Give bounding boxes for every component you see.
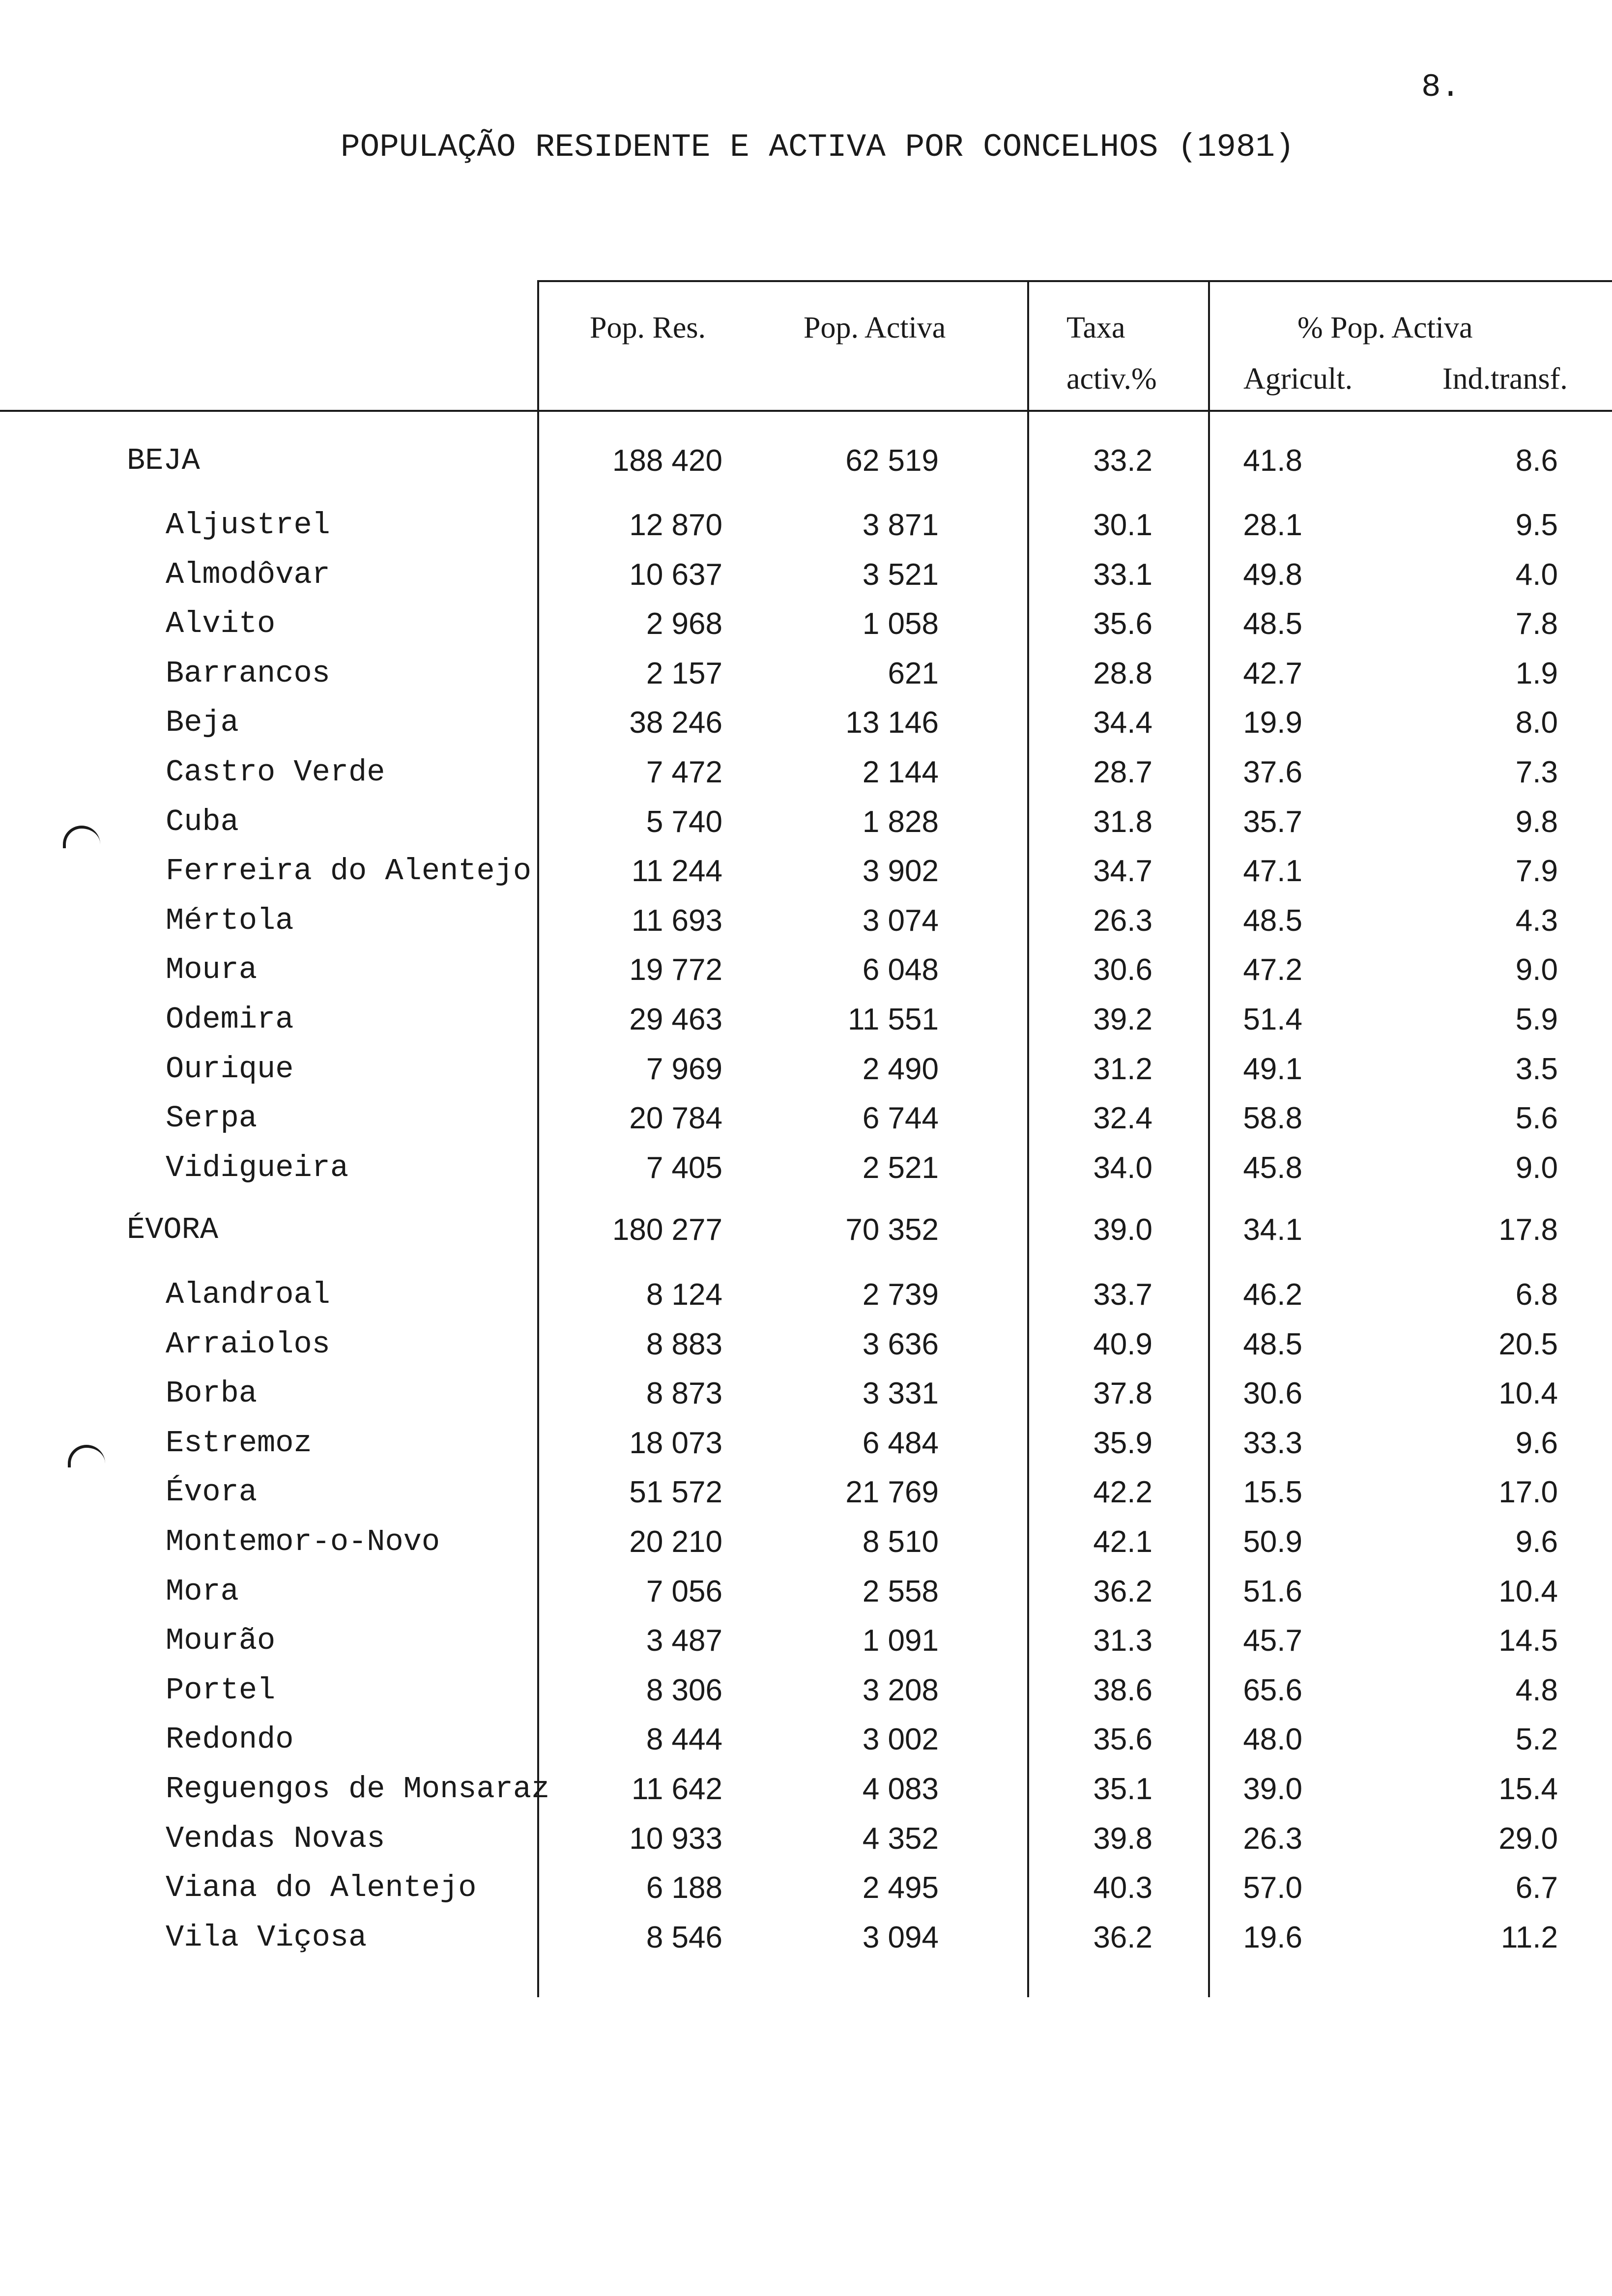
table-row <box>0 899 1612 943</box>
cell-taxa: 32.4 <box>1093 1101 1152 1136</box>
table-row <box>0 750 1612 795</box>
page-title: POPULAÇÃO RESIDENTE E ACTIVA POR CONCELHOS (1981) <box>341 129 1295 166</box>
cell-taxa: 39.2 <box>1093 1003 1152 1036</box>
cell-pop-activa: 1 058 <box>862 607 939 641</box>
cell-taxa: 40.9 <box>1093 1327 1152 1361</box>
table-row <box>0 1866 1612 1910</box>
cell-agricult: 26.3 <box>1243 1821 1302 1856</box>
concelho-name: Ourique <box>166 1051 294 1087</box>
cell-agricult: 50.9 <box>1243 1525 1302 1559</box>
cell-pop-activa: 6 048 <box>862 953 939 987</box>
header-taxa: Taxa <box>1066 311 1125 344</box>
concelho-name: Vendas Novas <box>166 1821 385 1856</box>
header-ind-transf: Ind.transf. <box>1442 362 1568 396</box>
cell-taxa: 42.2 <box>1093 1475 1152 1510</box>
cell-ind-transf: 7.3 <box>1515 755 1558 789</box>
table-row <box>0 1767 1612 1811</box>
cell-ind-transf: 9.6 <box>1515 1525 1558 1559</box>
group-name: BEJA <box>127 443 200 478</box>
cell-taxa: 38.6 <box>1093 1673 1152 1707</box>
cell-taxa: 26.3 <box>1093 903 1152 938</box>
cell-pop-res: 188 420 <box>612 444 722 478</box>
cell-pop-activa: 3 636 <box>862 1327 939 1361</box>
cell-pop-activa: 2 521 <box>862 1150 939 1185</box>
cell-agricult: 48.0 <box>1243 1722 1302 1757</box>
header-pct-pop-activa: % Pop. Activa <box>1297 311 1473 344</box>
cell-pop-activa: 1 828 <box>862 804 939 839</box>
cell-agricult: 34.1 <box>1243 1213 1302 1247</box>
cell-ind-transf: 17.8 <box>1498 1213 1558 1247</box>
cell-pop-activa: 6 484 <box>862 1426 939 1460</box>
cell-pop-res: 38 246 <box>629 706 722 740</box>
cell-agricult: 49.8 <box>1243 557 1302 592</box>
cell-pop-activa: 2 144 <box>862 755 939 789</box>
cell-pop-res: 7 969 <box>646 1052 722 1086</box>
concelho-name: Moura <box>166 952 258 988</box>
cell-pop-res: 6 188 <box>646 1871 722 1905</box>
concelho-name: Viana do Alentejo <box>166 1870 477 1906</box>
cell-agricult: 58.8 <box>1243 1101 1302 1136</box>
cell-ind-transf: 9.5 <box>1515 508 1558 542</box>
cell-pop-res: 18 073 <box>629 1426 722 1460</box>
cell-taxa: 33.7 <box>1093 1278 1152 1312</box>
cell-agricult: 57.0 <box>1243 1871 1302 1905</box>
cell-pop-activa: 3 521 <box>862 557 939 592</box>
cell-agricult: 15.5 <box>1243 1475 1302 1510</box>
cell-ind-transf: 29.0 <box>1498 1821 1558 1856</box>
table-row <box>0 553 1612 597</box>
cell-pop-res: 10 637 <box>629 557 722 592</box>
cell-agricult: 48.5 <box>1243 607 1302 641</box>
cell-taxa: 30.6 <box>1093 953 1152 987</box>
cell-agricult: 48.5 <box>1243 1327 1302 1361</box>
header-pop-activa: Pop. Activa <box>804 311 946 344</box>
cell-ind-transf: 15.4 <box>1498 1772 1558 1806</box>
cell-pop-activa: 3 871 <box>862 508 939 542</box>
cell-pop-activa: 2 495 <box>862 1871 939 1905</box>
concelho-name: Arraiolos <box>166 1326 330 1362</box>
table-row <box>0 1146 1612 1190</box>
concelho-name: Alandroal <box>166 1277 330 1312</box>
cell-pop-res: 8 124 <box>646 1278 722 1312</box>
concelho-name: Beja <box>166 705 239 741</box>
cell-taxa: 37.8 <box>1093 1377 1152 1411</box>
table-row <box>0 1421 1612 1465</box>
cell-ind-transf: 8.0 <box>1515 706 1558 740</box>
cell-pop-activa: 3 208 <box>862 1673 939 1707</box>
table-row <box>0 1470 1612 1515</box>
cell-agricult: 19.6 <box>1243 1920 1302 1954</box>
cell-pop-activa: 3 094 <box>862 1920 939 1954</box>
table-row <box>0 1916 1612 1960</box>
cell-pop-activa: 4 083 <box>862 1772 939 1806</box>
concelho-name: Vidigueira <box>166 1150 349 1185</box>
cell-agricult: 41.8 <box>1243 444 1302 478</box>
cell-ind-transf: 9.6 <box>1515 1426 1558 1460</box>
concelho-name: Mourão <box>166 1623 276 1659</box>
cell-agricult: 49.1 <box>1243 1052 1302 1086</box>
table-row <box>0 1570 1612 1614</box>
cell-ind-transf: 5.2 <box>1515 1722 1558 1757</box>
cell-agricult: 65.6 <box>1243 1673 1302 1707</box>
cell-taxa: 35.6 <box>1093 607 1152 641</box>
cell-taxa: 34.0 <box>1093 1150 1152 1185</box>
cell-taxa: 28.8 <box>1093 656 1152 690</box>
cell-ind-transf: 5.9 <box>1515 1003 1558 1036</box>
cell-ind-transf: 3.5 <box>1515 1052 1558 1086</box>
cell-agricult: 35.7 <box>1243 804 1302 839</box>
cell-agricult: 37.6 <box>1243 755 1302 789</box>
cell-agricult: 47.2 <box>1243 953 1302 987</box>
cell-ind-transf: 6.8 <box>1515 1278 1558 1312</box>
concelho-name: Alvito <box>166 606 276 642</box>
cell-pop-res: 8 306 <box>646 1673 722 1707</box>
concelho-name: Ferreira do Alentejo <box>166 854 532 889</box>
cell-pop-res: 180 277 <box>612 1213 722 1247</box>
cell-agricult: 33.3 <box>1243 1426 1302 1460</box>
concelho-name: Serpa <box>166 1101 258 1136</box>
table-row <box>0 1619 1612 1663</box>
cell-pop-res: 20 210 <box>629 1525 722 1559</box>
concelho-name: Estremoz <box>166 1425 312 1461</box>
cell-pop-res: 10 933 <box>629 1821 722 1856</box>
cell-agricult: 51.6 <box>1243 1574 1302 1608</box>
cell-agricult: 19.9 <box>1243 706 1302 740</box>
cell-taxa: 31.8 <box>1093 804 1152 839</box>
table-row <box>0 849 1612 893</box>
cell-agricult: 45.7 <box>1243 1624 1302 1658</box>
concelho-name: Cuba <box>166 804 239 839</box>
table-row <box>0 1322 1612 1367</box>
header-pop-res: Pop. Res. <box>590 311 706 344</box>
cell-taxa: 34.4 <box>1093 706 1152 740</box>
cell-pop-activa: 3 902 <box>862 854 939 889</box>
cell-pop-activa: 2 558 <box>862 1574 939 1608</box>
cell-agricult: 46.2 <box>1243 1278 1302 1312</box>
cell-taxa: 33.1 <box>1093 557 1152 592</box>
table-group-row <box>0 1208 1612 1252</box>
cell-taxa: 35.9 <box>1093 1426 1152 1460</box>
table-row <box>0 1273 1612 1317</box>
concelho-name: Évora <box>166 1475 258 1510</box>
table-row <box>0 503 1612 547</box>
cell-taxa: 33.2 <box>1093 444 1152 478</box>
cell-agricult: 51.4 <box>1243 1003 1302 1036</box>
cell-ind-transf: 1.9 <box>1515 656 1558 690</box>
concelho-name: Mora <box>166 1574 239 1609</box>
cell-pop-activa: 3 074 <box>862 903 939 938</box>
cell-pop-res: 8 883 <box>646 1327 722 1361</box>
table-row <box>0 1047 1612 1091</box>
cell-pop-activa: 3 331 <box>862 1377 939 1411</box>
header-activ: activ.% <box>1066 362 1157 396</box>
cell-taxa: 31.3 <box>1093 1624 1152 1658</box>
cell-ind-transf: 5.6 <box>1515 1101 1558 1136</box>
cell-taxa: 28.7 <box>1093 755 1152 789</box>
table-row <box>0 602 1612 646</box>
table-rule-top <box>537 280 1612 282</box>
cell-agricult: 30.6 <box>1243 1377 1302 1411</box>
cell-ind-transf: 4.3 <box>1515 903 1558 938</box>
cell-pop-activa: 6 744 <box>862 1101 939 1136</box>
cell-taxa: 35.1 <box>1093 1772 1152 1806</box>
cell-pop-res: 12 870 <box>629 508 722 542</box>
cell-pop-activa: 4 352 <box>862 1821 939 1856</box>
cell-ind-transf: 4.0 <box>1515 557 1558 592</box>
concelho-name: Vila Viçosa <box>166 1920 367 1955</box>
table-rule-header <box>0 410 1612 412</box>
cell-pop-activa: 70 352 <box>845 1213 939 1247</box>
cell-ind-transf: 6.7 <box>1515 1871 1558 1905</box>
table-row <box>0 1096 1612 1141</box>
cell-ind-transf: 17.0 <box>1498 1475 1558 1510</box>
cell-taxa: 34.7 <box>1093 854 1152 889</box>
cell-pop-activa: 13 146 <box>845 706 939 740</box>
table-row <box>0 998 1612 1042</box>
cell-pop-res: 3 487 <box>646 1624 722 1658</box>
table-row <box>0 800 1612 844</box>
cell-taxa: 36.2 <box>1093 1574 1152 1608</box>
cell-pop-activa: 3 002 <box>862 1722 939 1757</box>
table-row <box>0 1817 1612 1861</box>
cell-pop-activa: 2 490 <box>862 1052 939 1086</box>
cell-ind-transf: 7.8 <box>1515 607 1558 641</box>
cell-pop-activa: 8 510 <box>862 1525 939 1559</box>
cell-ind-transf: 10.4 <box>1498 1377 1558 1411</box>
concelho-name: Portel <box>166 1672 276 1708</box>
cell-ind-transf: 7.9 <box>1515 854 1558 889</box>
cell-taxa: 30.1 <box>1093 508 1152 542</box>
cell-taxa: 39.0 <box>1093 1213 1152 1247</box>
cell-ind-transf: 11.2 <box>1500 1920 1558 1954</box>
cell-taxa: 40.3 <box>1093 1871 1152 1905</box>
cell-pop-res: 11 244 <box>631 854 722 889</box>
cell-pop-res: 51 572 <box>629 1475 722 1510</box>
cell-pop-res: 2 157 <box>646 656 722 690</box>
cell-ind-transf: 9.0 <box>1515 953 1558 987</box>
cell-ind-transf: 4.8 <box>1515 1673 1558 1707</box>
concelho-name: Montemor-o-Novo <box>166 1524 440 1559</box>
cell-pop-res: 19 772 <box>629 953 722 987</box>
cell-taxa: 39.8 <box>1093 1821 1152 1856</box>
concelho-name: Aljustrel <box>166 508 330 543</box>
cell-pop-res: 2 968 <box>646 607 722 641</box>
cell-taxa: 42.1 <box>1093 1525 1152 1559</box>
table-row <box>0 1372 1612 1416</box>
table-row <box>0 701 1612 745</box>
cell-agricult: 48.5 <box>1243 903 1302 938</box>
page-number: 8. <box>1421 69 1461 106</box>
cell-pop-activa: 62 519 <box>845 444 939 478</box>
cell-taxa: 31.2 <box>1093 1052 1152 1086</box>
concelho-name: Reguengos de Monsaraz <box>166 1772 550 1807</box>
cell-pop-res: 11 693 <box>631 903 722 938</box>
cell-agricult: 45.8 <box>1243 1150 1302 1185</box>
concelho-name: Borba <box>166 1376 258 1411</box>
cell-agricult: 39.0 <box>1243 1772 1302 1806</box>
concelho-name: Barrancos <box>166 656 330 691</box>
group-name: ÉVORA <box>127 1212 219 1247</box>
cell-ind-transf: 10.4 <box>1498 1574 1558 1608</box>
cell-pop-activa: 1 091 <box>862 1624 939 1658</box>
concelho-name: Redondo <box>166 1722 294 1757</box>
cell-pop-res: 8 546 <box>646 1920 722 1954</box>
cell-agricult: 28.1 <box>1243 508 1302 542</box>
table-row <box>0 1718 1612 1762</box>
cell-pop-res: 7 472 <box>646 755 722 789</box>
cell-pop-res: 20 784 <box>629 1101 722 1136</box>
cell-pop-activa: 11 551 <box>847 1003 939 1036</box>
cell-ind-transf: 14.5 <box>1498 1624 1558 1658</box>
cell-pop-res: 8 444 <box>646 1722 722 1757</box>
cell-taxa: 36.2 <box>1093 1920 1152 1954</box>
cell-agricult: 42.7 <box>1243 656 1302 690</box>
cell-agricult: 47.1 <box>1243 854 1302 889</box>
concelho-name: Mértola <box>166 903 294 938</box>
concelho-name: Castro Verde <box>166 755 385 790</box>
cell-ind-transf: 9.0 <box>1515 1150 1558 1185</box>
cell-pop-res: 7 405 <box>646 1150 722 1185</box>
cell-taxa: 35.6 <box>1093 1722 1152 1757</box>
cell-pop-res: 7 056 <box>646 1574 722 1608</box>
table-row <box>0 948 1612 992</box>
cell-pop-res: 8 873 <box>646 1377 722 1411</box>
cell-pop-activa: 21 769 <box>845 1475 939 1510</box>
table-row <box>0 1668 1612 1713</box>
table-group-row <box>0 439 1612 483</box>
cell-pop-res: 11 642 <box>631 1772 722 1806</box>
cell-ind-transf: 8.6 <box>1515 444 1558 478</box>
header-agricult: Agricult. <box>1243 362 1353 396</box>
concelho-name: Odemira <box>166 1002 294 1037</box>
concelho-name: Almodôvar <box>166 557 330 592</box>
table-row <box>0 1520 1612 1564</box>
cell-ind-transf: 9.8 <box>1515 804 1558 839</box>
cell-pop-activa: 2 739 <box>862 1278 939 1312</box>
cell-pop-res: 5 740 <box>646 804 722 839</box>
cell-ind-transf: 20.5 <box>1498 1327 1558 1361</box>
cell-pop-activa: 621 <box>888 656 939 690</box>
table-row <box>0 652 1612 696</box>
cell-pop-res: 29 463 <box>629 1003 722 1036</box>
